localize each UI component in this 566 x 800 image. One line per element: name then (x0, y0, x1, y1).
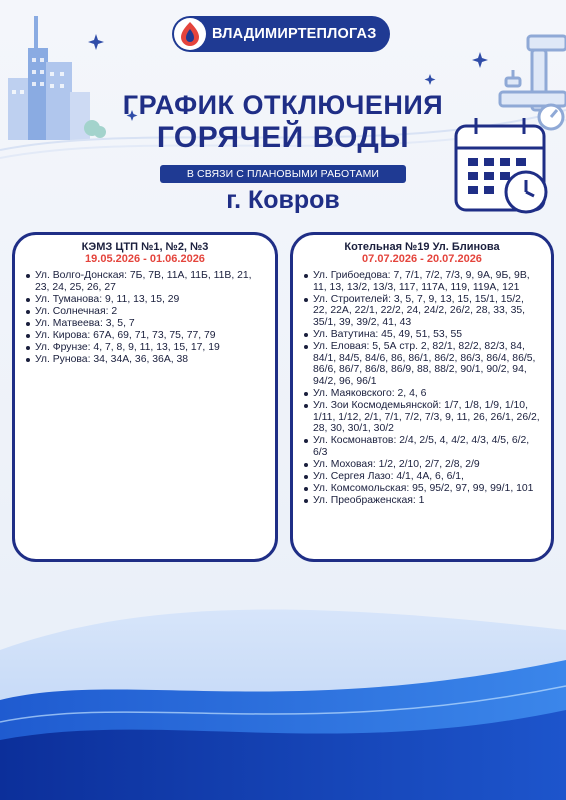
list-item: Ул. Преображенская: 1 (303, 495, 541, 507)
list-item: Ул. Еловая: 5, 5А стр. 2, 82/1, 82/2, 82/3, 84, 84/1, 84/5, 84/6, 86, 86/1, 86/2, 86/3, 86/4, 86/5, 86/6, 86/7, 86/8, 86/9, 88, 88/2, 90/1, 90/2, 94, 94/2, 96, 96/1 (303, 341, 541, 387)
list-item: Ул. Строителей: 3, 5, 7, 9, 13, 15, 15/1, 15/2, 22, 22А, 22/1, 22/2, 24, 24/2, 26/2, 28, 33, 35, 35/1, 39, 39/2, 41, 43 (303, 294, 541, 329)
subtitle-text: В СВЯЗИ С ПЛАНОВЫМИ РАБОТАМИ (186, 168, 380, 180)
subtitle-ribbon (160, 165, 406, 183)
street-list (303, 270, 541, 507)
list-item: Ул. Маяковского: 2, 4, 6 (303, 388, 541, 400)
card-title: КЭМЗ ЦТП №1, №2, №3 (81, 241, 209, 253)
page-title-line1: ГРАФИК ОТКЛЮЧЕНИЯ (122, 90, 444, 120)
list-item: Ул. Зои Космодемьянской: 1/7, 1/8, 1/9, 1/10, 1/11, 1/12, 2/1, 7/1, 7/2, 7/3, 9, 11, 26, 26/1, 26/2, 28, 30, 30/1, 30/2 (303, 400, 541, 435)
list-item: Ул. Грибоедова: 7, 7/1, 7/2, 7/3, 9, 9А, 9Б, 9В, 11, 13, 13/2, 13/3, 117, 117А, 119, 119А, 121 (303, 270, 541, 293)
brand-logo (172, 16, 390, 52)
city-name: г. Ковров (226, 186, 340, 214)
list-item: Ул. Рунова: 34, 34А, 36, 36А, 38 (25, 354, 265, 366)
list-item: Ул. Комсомольская: 95, 95/2, 97, 99, 99/1, 101 (303, 483, 541, 495)
list-item: Ул. Туманова: 9, 11, 13, 15, 29 (25, 294, 265, 306)
wave-decoration (0, 590, 566, 800)
street-list (25, 270, 265, 366)
list-item: Ул. Космонавтов: 2/4, 2/5, 4, 4/2, 4/3, 4/5, 6/2, 6/3 (303, 435, 541, 458)
card-title: Котельная №19 Ул. Блинова (344, 241, 500, 253)
list-item: Ул. Ватутина: 45, 49, 51, 53, 55 (303, 329, 541, 341)
list-item: Ул. Фрунзе: 4, 7, 8, 9, 11, 13, 15, 17, 19 (25, 342, 265, 354)
brand-name: ВЛАДИМИРТЕПЛОГАЗ (212, 26, 377, 42)
page-title-line2: ГОРЯЧЕЙ ВОДЫ (156, 121, 410, 154)
list-item: Ул. Солнечная: 2 (25, 306, 265, 318)
card-dates: 07.07.2026 - 20.07.2026 (362, 253, 482, 265)
schedule-card-boiler-19 (290, 232, 554, 562)
list-item: Ул. Кирова: 67А, 69, 71, 73, 75, 77, 79 (25, 330, 265, 342)
card-dates: 19.05.2026 - 01.06.2026 (85, 253, 205, 265)
schedule-card-ktp (12, 232, 278, 562)
flame-drop-logo-icon (174, 18, 206, 50)
list-item: Ул. Сергея Лазо: 4/1, 4А, 6, 6/1, (303, 471, 541, 483)
list-item: Ул. Волго-Донская: 7Б, 7В, 11А, 11Б, 11В, 21, 23, 24, 25, 26, 27 (25, 270, 265, 293)
list-item: Ул. Моховая: 1/2, 2/10, 2/7, 2/8, 2/9 (303, 459, 541, 471)
list-item: Ул. Матвеева: 3, 5, 7 (25, 318, 265, 330)
